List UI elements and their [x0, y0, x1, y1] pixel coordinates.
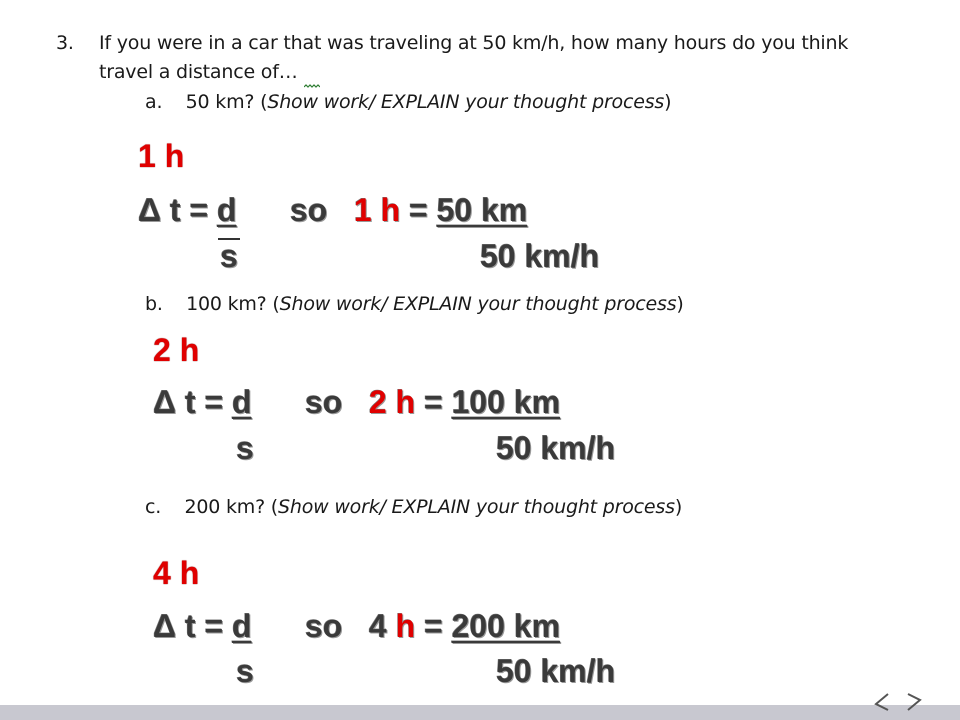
part-b-formula [153, 384, 560, 421]
prompt-tail: ) [664, 91, 672, 113]
formula-numerator: d [232, 608, 252, 644]
formula-so: so [289, 192, 328, 228]
part-c-speed: 50 km/h [496, 653, 616, 689]
part-a-denominator: s [220, 238, 238, 274]
prompt-tail: ) [676, 293, 684, 315]
distance-value: 200 km [451, 608, 561, 644]
result-value: 4 [368, 608, 387, 644]
part-b-prompt [145, 293, 684, 315]
part-b-answer: 2 h [153, 332, 200, 368]
equals-sign: = [409, 192, 428, 228]
formula-numerator: d [232, 384, 252, 420]
result-unit: h [395, 608, 416, 644]
part-b-speed: 50 km/h [496, 430, 616, 466]
next-arrow-icon[interactable] [904, 690, 924, 714]
formula-lhs: Δ t = [153, 608, 233, 644]
formula-numerator: d [217, 192, 237, 228]
result-unit: h [395, 384, 416, 420]
prompt-tail: ) [674, 496, 683, 518]
part-c-formula [153, 608, 560, 645]
result-value: 1 [353, 192, 372, 228]
equals-sign: = [424, 608, 443, 644]
question-line-1: If you were in a car that was traveling at 50 km/h, how many hours do you think [99, 32, 849, 54]
part-c-answer: 4 h [153, 555, 200, 591]
distance-value: 50 km [436, 192, 528, 228]
prompt-italic: Show work/ EXPLAIN your thought process [279, 293, 677, 315]
result-unit: h [380, 192, 401, 228]
prompt-italic: Show work/ EXPLAIN your thought process [278, 496, 675, 518]
prev-arrow-icon[interactable] [872, 690, 892, 714]
part-letter: c. [145, 496, 162, 518]
spellcheck-squiggle-icon [304, 84, 320, 89]
prompt-lead: 200 km? ( [184, 496, 279, 518]
prompt-lead: 100 km? ( [186, 293, 280, 315]
part-letter: b. [145, 293, 163, 315]
formula-so: so [304, 608, 343, 644]
part-a-prompt [145, 91, 671, 113]
distance-value: 100 km [451, 384, 561, 420]
slide-footer-bar [0, 705, 960, 720]
equals-sign: = [424, 384, 443, 420]
result-value: 2 [368, 384, 387, 420]
part-letter: a. [145, 91, 163, 113]
formula-lhs: Δ t = [138, 192, 218, 228]
question-number: 3. [56, 32, 74, 54]
part-b-denominator: s [236, 430, 254, 466]
formula-so: so [304, 384, 343, 420]
part-c-prompt [145, 496, 682, 518]
prompt-italic: Show work/ EXPLAIN your thought process [267, 91, 665, 113]
part-a-formula [138, 192, 527, 229]
question-line-2: travel a distance of… [99, 61, 298, 83]
part-a-answer: 1 h [138, 138, 185, 174]
part-a-speed: 50 km/h [480, 238, 600, 274]
prompt-lead: 50 km? ( [185, 91, 268, 113]
formula-lhs: Δ t = [153, 384, 233, 420]
part-c-denominator: s [236, 653, 254, 689]
